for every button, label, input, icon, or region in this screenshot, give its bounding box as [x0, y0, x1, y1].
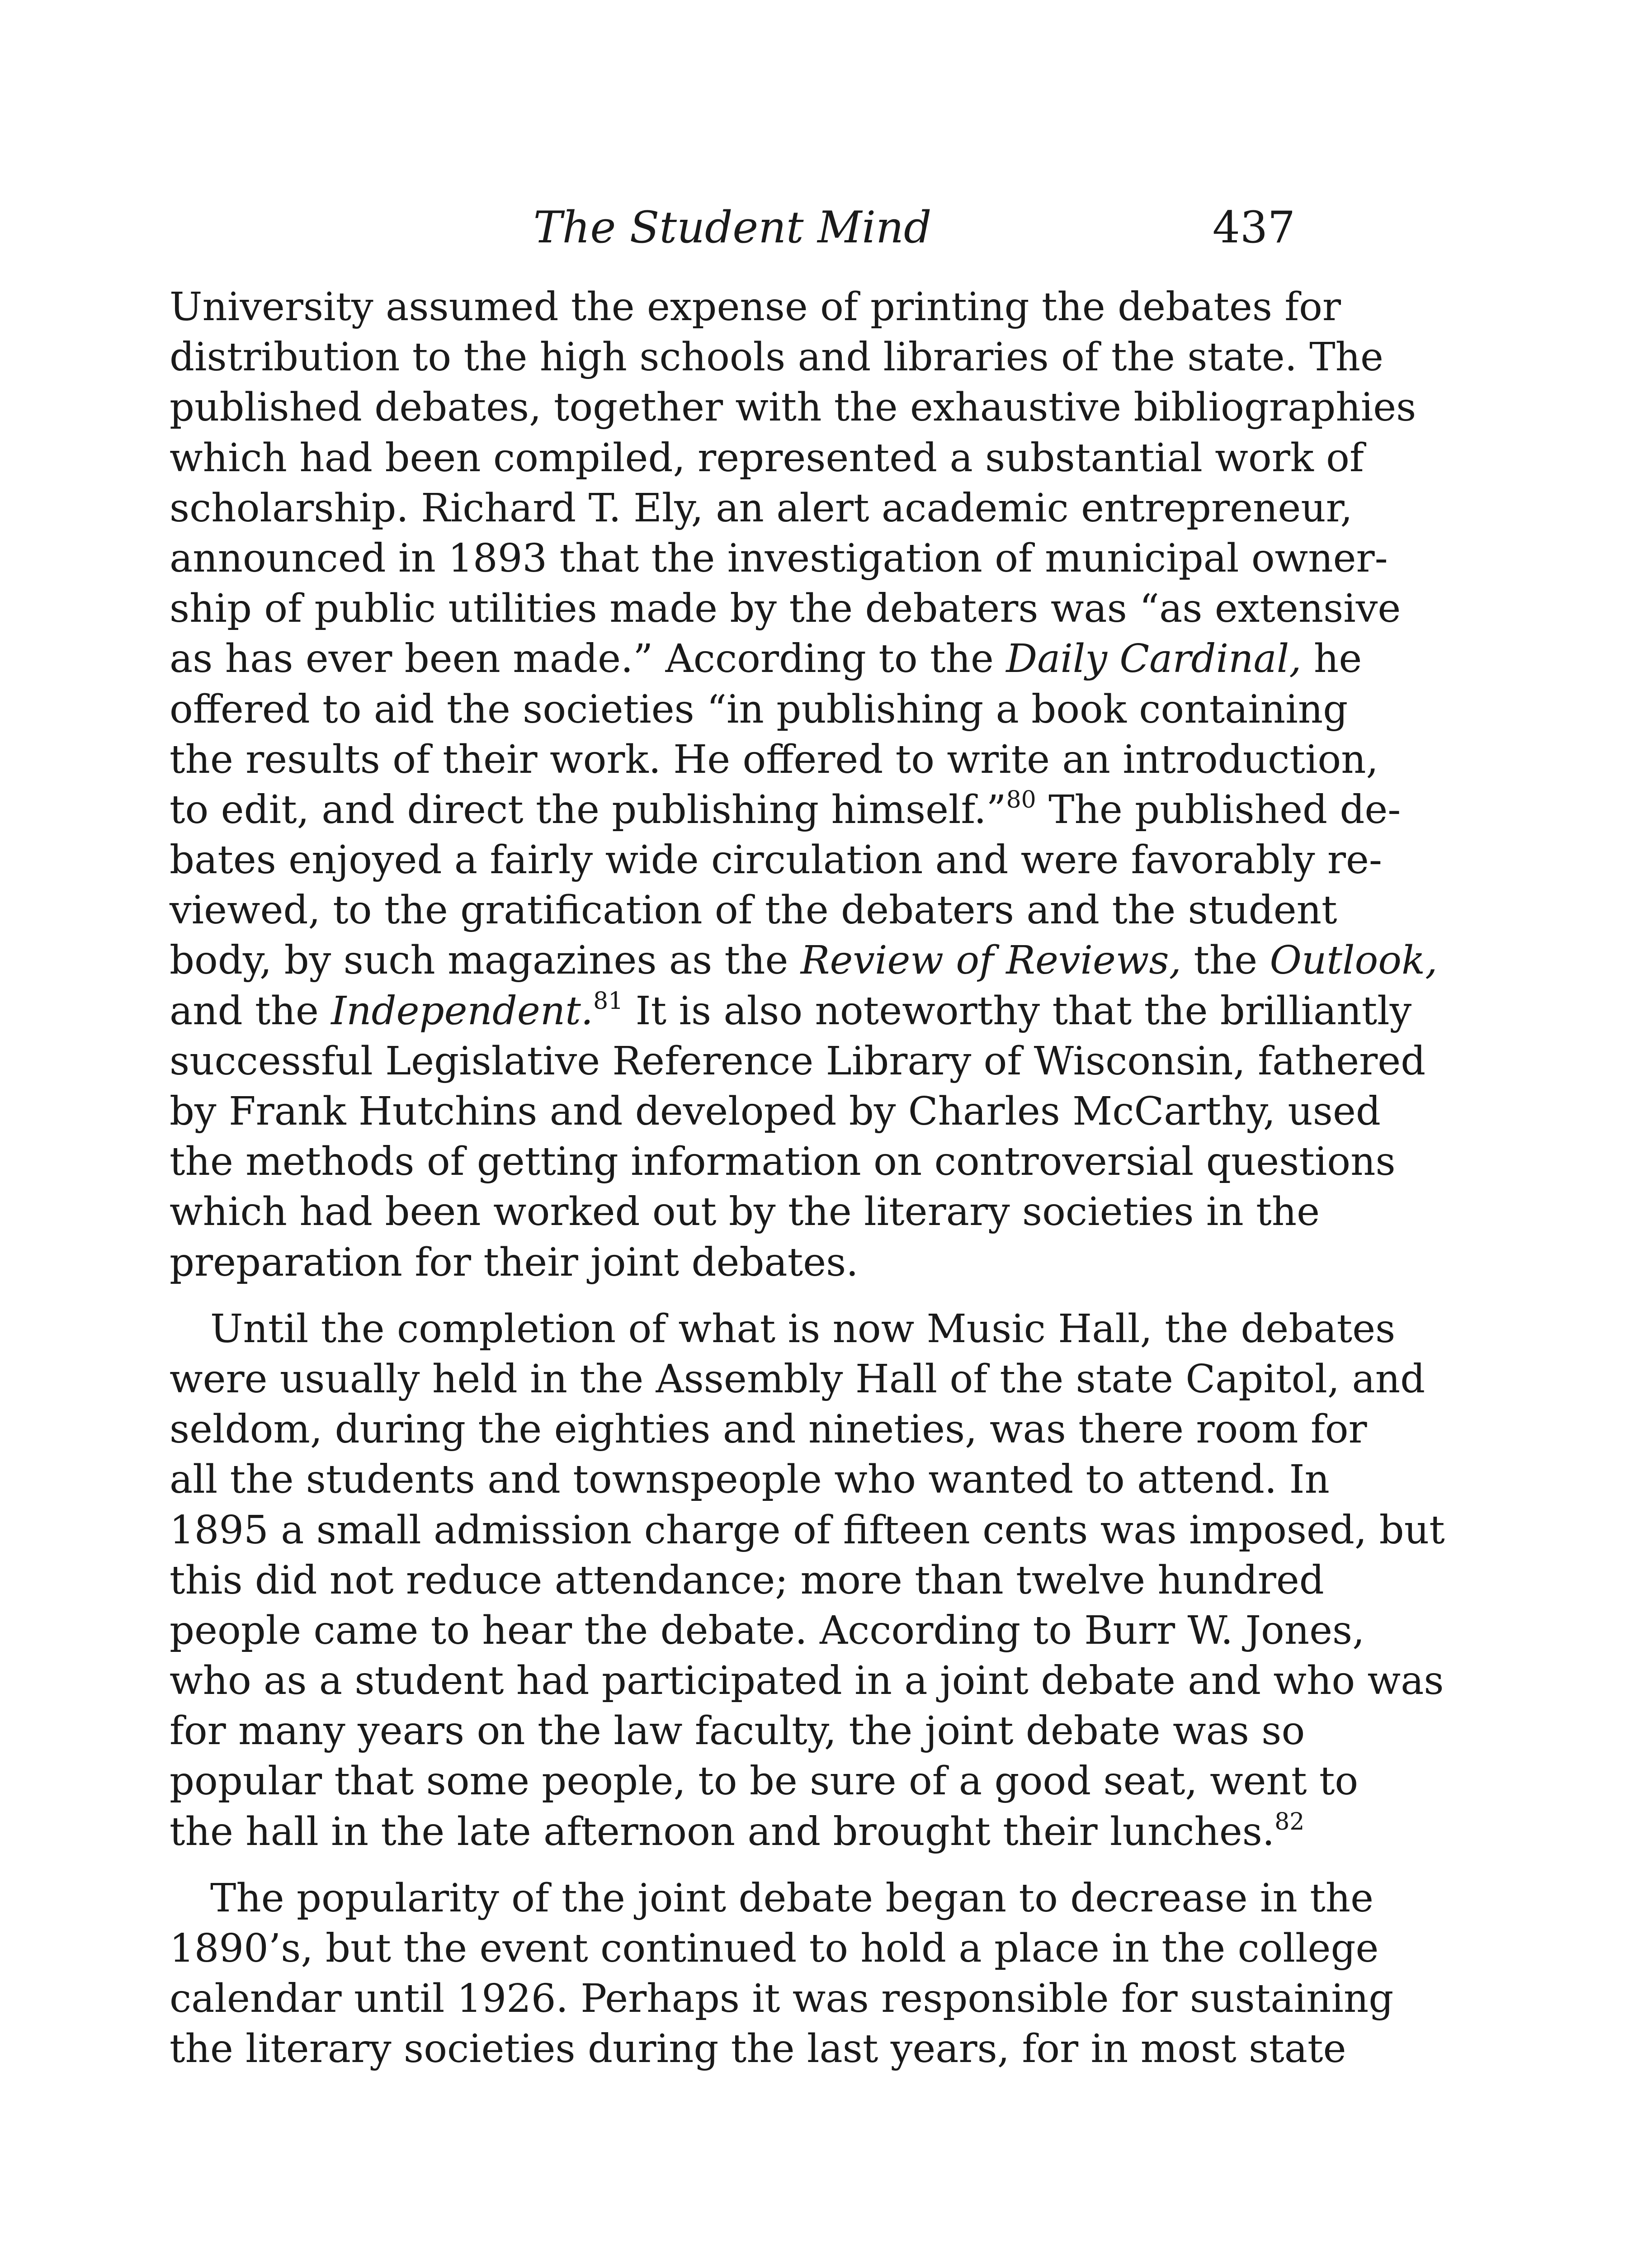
italic-title: Outlook, [1270, 938, 1438, 984]
text-line [170, 785, 1401, 835]
text-line: published debates, together with the exhaustive bibliographies [170, 385, 1416, 430]
page-header [170, 203, 1295, 252]
text-line: 1895 a small admission charge of fifteen cents was imposed, but [170, 1507, 1445, 1553]
text-line: this did not reduce attendance; more than twelve hundred [170, 1557, 1324, 1603]
paragraph-2 [170, 1304, 1445, 1857]
text-run: the hall in the late afternoon and brought their lunches. [170, 1809, 1275, 1854]
text-run: and the [170, 988, 331, 1034]
text-line [170, 986, 1412, 1036]
footnote-ref-82: 82 [1274, 1808, 1305, 1835]
text-line: bates enjoyed a fairly wide circulation and were favorably re- [170, 837, 1382, 883]
italic-title: Independent. [331, 988, 594, 1034]
text-line: scholarship. Richard T. Ely, an alert academic entrepreneur, [170, 485, 1353, 531]
paragraph-3 [170, 1873, 1394, 2075]
text-line: which had been worked out by the literary societies in the [170, 1189, 1320, 1235]
text-line: University assumed the expense of printing the debates for [170, 284, 1341, 330]
text-line: seldom, during the eighties and nineties, was there room for [170, 1407, 1367, 1452]
text-line: which had been compiled, represented a substantial work of [170, 435, 1364, 481]
text-line: who as a student had participated in a joint debate and who was [170, 1658, 1444, 1704]
text-line: calendar until 1926. Perhaps it was responsible for sustaining [170, 1976, 1394, 2022]
text-line: all the students and townspeople who wanted to attend. In [170, 1457, 1330, 1503]
text-line: people came to hear the debate. According to Burr W. Jones, [170, 1608, 1365, 1653]
text-line: distribution to the high schools and libraries of the state. The [170, 335, 1383, 380]
page-number: 437 [1212, 202, 1295, 253]
text-run: the [1181, 938, 1270, 984]
text-line: announced in 1893 that the investigation of municipal owner- [170, 535, 1388, 581]
text-line: successful Legislative Reference Library of Wisconsin, fathered [170, 1038, 1426, 1084]
footnote-ref-80: 80 [1006, 786, 1036, 814]
body-text [170, 282, 1445, 2075]
text-line: preparation for their joint debates. [170, 1239, 859, 1285]
italic-title: Daily Cardinal, [1006, 636, 1302, 682]
text-line: the methods of getting information on controversial questions [170, 1139, 1396, 1185]
text-line: by Frank Hutchins and developed by Charles McCarthy, used [170, 1089, 1381, 1134]
text-line: Until the completion of what is now Music Hall, the debates [210, 1306, 1396, 1352]
text-line: for many years on the law faculty, the joint debate was so [170, 1708, 1305, 1754]
running-title: The Student Mind [533, 202, 932, 253]
text-line: were usually held in the Assembly Hall of the state Capitol, and [170, 1356, 1425, 1402]
text-line: The popularity of the joint debate began to decrease in the [210, 1875, 1374, 1921]
text-line [170, 1807, 1305, 1857]
text-run: he [1301, 636, 1362, 682]
text-run: body, by such magazines as the [170, 938, 801, 984]
text-line [170, 936, 1438, 986]
text-line: the results of their work. He offered to write an introduction, [170, 737, 1378, 782]
text-line: viewed, to the gratification of the debaters and the student [170, 888, 1337, 933]
italic-title: Review of Reviews, [800, 938, 1181, 984]
text-line: popular that some people, to be sure of a good seat, went to [170, 1759, 1359, 1804]
text-run: as has ever been made.” According to the [170, 636, 1006, 682]
text-line: 1890’s, but the event continued to hold a place in the college [170, 1926, 1379, 1971]
text-line: the literary societies during the last years, for in most state [170, 2026, 1346, 2072]
text-line [170, 634, 1362, 684]
text-line: offered to aid the societies “in publishing a book containing [170, 686, 1348, 732]
text-run: to edit, and direct the publishing himself.” [170, 787, 1006, 833]
paragraph-1 [170, 282, 1438, 1288]
text-run: It is also noteworthy that the brilliantly [623, 988, 1412, 1034]
text-run: The published de- [1036, 787, 1401, 833]
footnote-ref-81: 81 [593, 987, 623, 1015]
text-line: ship of public utilities made by the debaters was “as extensive [170, 586, 1401, 632]
